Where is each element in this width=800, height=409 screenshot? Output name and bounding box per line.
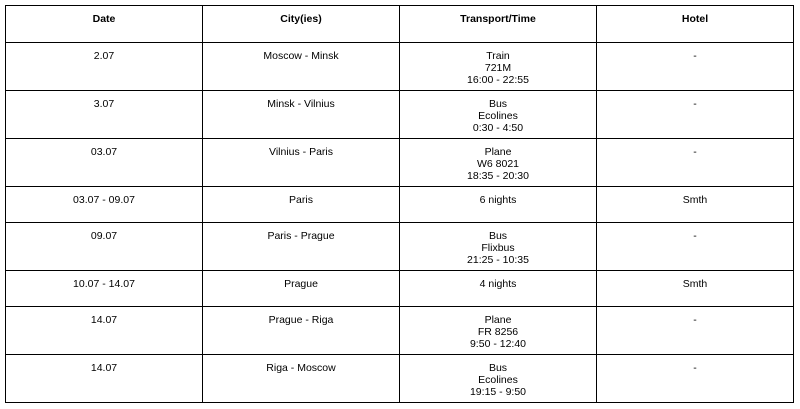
cell-transport <box>400 223 597 271</box>
cell-date: 03.07 - 09.07 <box>6 187 203 223</box>
cell-hotel: - <box>597 307 794 355</box>
header-transport: Transport/Time <box>400 6 597 43</box>
cell-hotel: - <box>597 355 794 403</box>
table-row <box>6 139 794 187</box>
transport-line: FR 8256 <box>477 326 519 338</box>
cell-date: 03.07 <box>6 139 203 187</box>
cell-transport <box>400 187 597 223</box>
transport-line: Ecolines <box>478 110 518 122</box>
cell-city: Paris - Prague <box>203 223 400 271</box>
header-date: Date <box>6 6 203 43</box>
transport-line: Bus <box>488 230 508 242</box>
transport-line: 721M <box>484 62 512 74</box>
transport-line: Plane <box>484 314 512 326</box>
cell-date: 14.07 <box>6 355 203 403</box>
table-row <box>6 223 794 271</box>
transport-line: Bus <box>488 362 508 374</box>
table-body <box>6 43 794 403</box>
table-row <box>6 91 794 139</box>
cell-hotel: - <box>597 43 794 91</box>
cell-transport <box>400 307 597 355</box>
table-row <box>6 187 794 223</box>
transport-line: 18:35 - 20:30 <box>467 170 529 182</box>
transport-line: Plane <box>484 146 512 158</box>
header-city: City(ies) <box>203 6 400 43</box>
cell-hotel: Smth <box>597 271 794 307</box>
cell-hotel: - <box>597 91 794 139</box>
cell-transport <box>400 139 597 187</box>
table-header <box>6 6 794 43</box>
table-row <box>6 271 794 307</box>
cell-hotel: Smth <box>597 187 794 223</box>
transport-line: W6 8021 <box>476 158 520 170</box>
cell-city: Prague - Riga <box>203 307 400 355</box>
cell-city: Riga - Moscow <box>203 355 400 403</box>
transport-line: Bus <box>488 98 508 110</box>
transport-line: Flixbus <box>481 242 515 254</box>
transport-line: 4 nights <box>479 278 517 290</box>
cell-transport <box>400 355 597 403</box>
cell-hotel: - <box>597 139 794 187</box>
transport-line: 6 nights <box>479 194 517 206</box>
itinerary-table <box>5 5 794 403</box>
cell-transport <box>400 91 597 139</box>
cell-city: Paris <box>203 187 400 223</box>
transport-line: 16:00 - 22:55 <box>467 74 529 86</box>
cell-transport <box>400 43 597 91</box>
cell-date: 3.07 <box>6 91 203 139</box>
table-row <box>6 355 794 403</box>
cell-date: 2.07 <box>6 43 203 91</box>
header-row <box>6 6 794 43</box>
table-row <box>6 307 794 355</box>
transport-line: Ecolines <box>478 374 518 386</box>
header-hotel: Hotel <box>597 6 794 43</box>
transport-line: 9:50 - 12:40 <box>469 338 527 350</box>
cell-city: Moscow - Minsk <box>203 43 400 91</box>
cell-date: 14.07 <box>6 307 203 355</box>
cell-transport <box>400 271 597 307</box>
transport-line: 21:25 - 10:35 <box>467 254 529 266</box>
cell-city: Prague <box>203 271 400 307</box>
cell-hotel: - <box>597 223 794 271</box>
cell-city: Minsk - Vilnius <box>203 91 400 139</box>
transport-line: 19:15 - 9:50 <box>469 386 527 398</box>
transport-line: 0:30 - 4:50 <box>472 122 524 134</box>
cell-city: Vilnius - Paris <box>203 139 400 187</box>
transport-line: Train <box>486 50 510 62</box>
cell-date: 10.07 - 14.07 <box>6 271 203 307</box>
table-row <box>6 43 794 91</box>
cell-date: 09.07 <box>6 223 203 271</box>
